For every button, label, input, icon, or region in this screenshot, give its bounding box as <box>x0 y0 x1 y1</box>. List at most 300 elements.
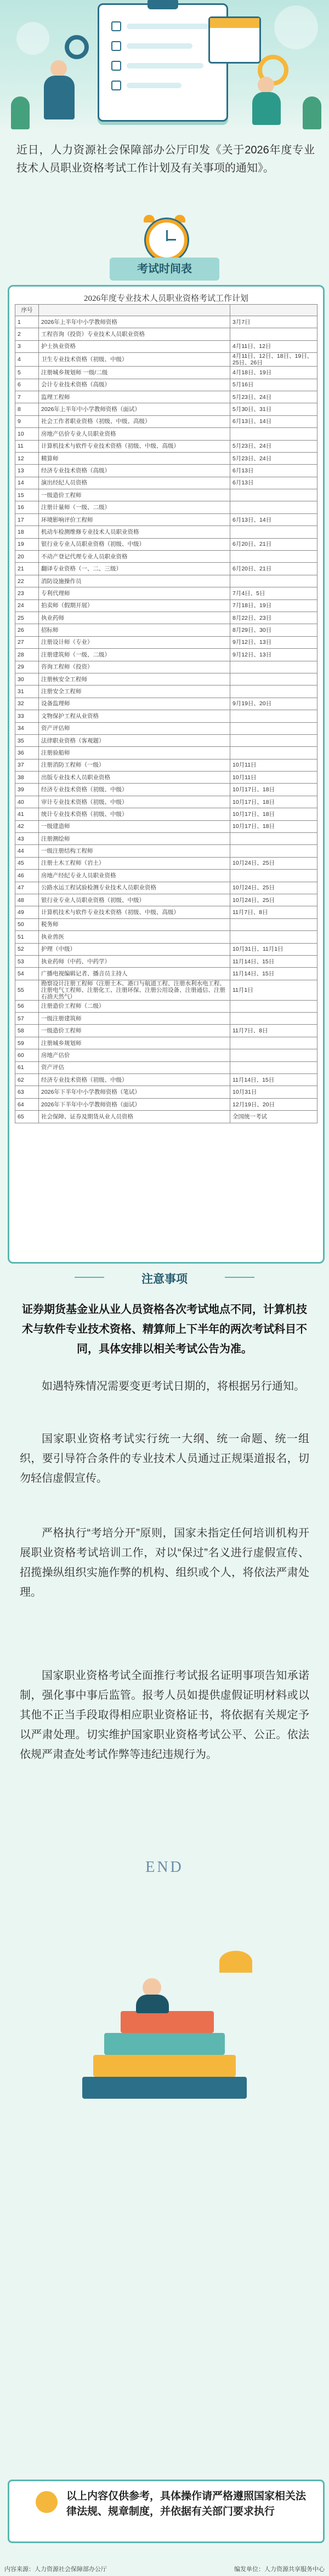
exam-date: 全国统一考试 <box>230 1111 317 1123</box>
exam-date <box>230 501 317 513</box>
table-row <box>15 452 317 464</box>
notes-paragraph: 国家职业资格考试实行统一大纲、统一命题、统一组织，要引导符合条件的专业技术人员通过正规渠道报名，切勿轻信虚假宣传。 <box>20 1433 309 1484</box>
table-row <box>15 1111 317 1123</box>
notes-paragraph: 严格执行“考培分开”原则，国家未指定任何培训机构开展职业资格考试培训工作，对以“保过”名义进行虚假宣传、招揽操纵组织实施作弊的机构、组织或个人，将依法严肃处理。 <box>20 1527 309 1598</box>
exam-name: 拍卖师（假期开展） <box>39 599 230 612</box>
exam-name: 注册计量师（一级、二级） <box>39 501 230 513</box>
table-row <box>15 1086 317 1098</box>
table-row <box>15 772 317 784</box>
row-number: 29 <box>15 661 39 673</box>
table-title: 2026年度专业技术人员职业资格考试工作计划 <box>83 294 248 303</box>
exam-date <box>230 1013 317 1025</box>
table-header-cell <box>39 305 230 316</box>
exam-date <box>230 734 317 746</box>
exam-date <box>230 870 317 882</box>
exam-date: 3月7日 <box>230 316 317 328</box>
table-row <box>15 882 317 894</box>
exam-name: 广播电视编辑记者、播音员主持人 <box>39 968 230 980</box>
exam-date: 5月23日、24日 <box>230 452 317 464</box>
exam-date: 11月1日 <box>230 980 317 1000</box>
exam-date: 9月12日、13日 <box>230 636 317 648</box>
table-row <box>15 599 317 612</box>
row-number: 50 <box>15 918 39 930</box>
end-marker: END <box>145 1859 184 1876</box>
table-row <box>15 636 317 648</box>
person-figure <box>44 76 75 119</box>
exam-date: 4月18日、19日 <box>230 367 317 379</box>
exam-date: 10月31日、11月1日 <box>230 943 317 955</box>
row-number: 57 <box>15 1013 39 1025</box>
exam-date <box>230 661 317 673</box>
table-row <box>15 1061 317 1073</box>
exam-name: 一级造价工程师 <box>39 1025 230 1037</box>
table-row <box>15 513 317 526</box>
row-number: 43 <box>15 833 39 845</box>
credit-line <box>4 2564 325 2573</box>
check-icon <box>111 21 121 31</box>
exam-date: 10月17日、18日 <box>230 784 317 796</box>
table-row <box>15 575 317 587</box>
table-row <box>15 489 317 501</box>
row-number: 2 <box>15 328 39 340</box>
exam-date <box>230 918 317 930</box>
person-head <box>50 60 67 77</box>
row-number: 64 <box>15 1098 39 1110</box>
exam-date: 6月13日 <box>230 477 317 489</box>
exam-date <box>230 833 317 845</box>
exam-date: 10月17日、18日 <box>230 808 317 820</box>
row-number: 35 <box>15 734 39 746</box>
exam-date <box>230 526 317 538</box>
table-row <box>15 673 317 685</box>
row-number: 41 <box>15 808 39 820</box>
table-row <box>15 722 317 734</box>
table-row <box>15 526 317 538</box>
row-number: 14 <box>15 477 39 489</box>
exam-date: 10月24日、25日 <box>230 894 317 906</box>
exam-name: 2026年上半年中小学教师资格 <box>39 316 230 328</box>
row-number: 62 <box>15 1074 39 1086</box>
exam-name: 经济专业技术资格（初级、中级） <box>39 1074 230 1086</box>
row-number: 48 <box>15 894 39 906</box>
exam-name: 税务师 <box>39 918 230 930</box>
decor-circle <box>16 22 49 55</box>
exam-date: 10月11日 <box>230 759 317 771</box>
table-row <box>15 1074 317 1086</box>
row-number: 8 <box>15 403 39 415</box>
row-number: 53 <box>15 955 39 967</box>
exam-name: 卫生专业技术资格（初级、中级） <box>39 353 230 367</box>
exam-date: 8月29日、30日 <box>230 624 317 636</box>
person-head <box>143 1978 161 1997</box>
table-row <box>15 734 317 746</box>
row-number: 59 <box>15 1037 39 1049</box>
notes-paragraph: 国家职业资格考试全面推行考试报名证明事项告知承诺制，强化事中事后监管。报考人员如提供虚假证明材料或以其他不正当手段取得相应职业资格证书，将依据有关规定予以严肃处理。切实维护国家职业资格考试公平、公正。依法依规严肃查处考试作弊等违纪违规行为。 <box>20 1670 309 1761</box>
table-row <box>15 870 317 882</box>
exam-date <box>230 328 317 340</box>
table-row <box>15 428 317 440</box>
exam-name: 注册核安全工程师 <box>39 673 230 685</box>
exam-date: 11月7日、8日 <box>230 1025 317 1037</box>
table-row <box>15 340 317 352</box>
row-number: 30 <box>15 673 39 685</box>
row-number: 7 <box>15 391 39 403</box>
table-row <box>15 563 317 575</box>
exam-date: 7月18日、19日 <box>230 599 317 612</box>
exam-date: 9月19日、20日 <box>230 698 317 710</box>
table-row <box>15 661 317 673</box>
row-number: 5 <box>15 367 39 379</box>
exam-name: 不动产登记代理专业人员职业资格 <box>39 551 230 563</box>
exam-name: 注册建筑师（一级、二级） <box>39 649 230 661</box>
table-row <box>15 477 317 489</box>
exam-date: 6月13日、14日 <box>230 513 317 526</box>
exam-name: 一级注册结构工程师 <box>39 845 230 857</box>
check-icon <box>111 61 121 71</box>
row-number: 47 <box>15 882 39 894</box>
book-shape <box>93 2055 236 2077</box>
book-shape <box>82 2077 247 2099</box>
exam-date <box>230 710 317 722</box>
row-number: 37 <box>15 759 39 771</box>
exam-name: 专利代理师 <box>39 587 230 599</box>
books-illustration <box>71 1918 258 2132</box>
exam-name: 环境影响评价工程师 <box>39 513 230 526</box>
exam-date: 5月16日 <box>230 379 317 391</box>
row-number: 55 <box>15 980 39 1000</box>
row-number: 10 <box>15 428 39 440</box>
row-number: 36 <box>15 747 39 759</box>
table-row <box>15 367 317 379</box>
exam-name: 执业药师（中药、中药学） <box>39 955 230 967</box>
exam-name: 经济专业技术资格（初级、中级） <box>39 784 230 796</box>
exam-name: 2026年下半年中小学教师资格（笔试） <box>39 1086 230 1098</box>
schedule-tab: 考试时间表 <box>110 258 219 281</box>
row-number: 24 <box>15 599 39 612</box>
exam-date <box>230 489 317 501</box>
exam-name: 注册城乡规划师 一级/二级 <box>39 367 230 379</box>
exam-name: 计算机技术与软件专业技术资格（初级、中级、高级） <box>39 440 230 452</box>
exam-name: 咨询工程师（投资） <box>39 661 230 673</box>
exam-name: 监理工程师 <box>39 391 230 403</box>
table-row <box>15 501 317 513</box>
table-row <box>15 784 317 796</box>
exam-name: 护士执业资格 <box>39 340 230 352</box>
exam-date: 10月17日、18日 <box>230 820 317 832</box>
table-row <box>15 710 317 722</box>
table-row <box>15 906 317 918</box>
exam-date <box>230 1049 317 1061</box>
row-number: 27 <box>15 636 39 648</box>
exam-name: 设备监理师 <box>39 698 230 710</box>
row-number: 51 <box>15 931 39 943</box>
exam-name: 一级造价工程师 <box>39 489 230 501</box>
exam-date: 11月14日、15日 <box>230 1074 317 1086</box>
table-row <box>15 440 317 452</box>
table-row <box>15 1098 317 1110</box>
exam-date <box>230 1061 317 1073</box>
hero-illustration <box>0 0 329 132</box>
table-row <box>15 612 317 624</box>
exam-name: 执业药师 <box>39 612 230 624</box>
exam-date: 6月20日、21日 <box>230 563 317 575</box>
intro-paragraph: 近日，人力资源社会保障部办公厅印发《关于2026年度专业技术人员职业资格考试工作计划及有关事项的通知》。 <box>16 144 315 174</box>
notes-paragraph: 如遇特殊情况需要变更考试日期的，将根据另行通知。 <box>42 1380 305 1392</box>
exam-name: 出版专业技术人员职业资格 <box>39 772 230 784</box>
lamp-icon <box>219 1951 252 1973</box>
exam-name: 资产评估师 <box>39 722 230 734</box>
alarm-clock-icon <box>141 214 188 260</box>
table-row <box>15 931 317 943</box>
exam-name: 社会保障、证券及期货从业人员资格 <box>39 1111 230 1123</box>
row-number: 54 <box>15 968 39 980</box>
exam-date: 5月30日、31日 <box>230 403 317 415</box>
table-row <box>15 379 317 391</box>
exam-date: 6月13日、14日 <box>230 415 317 427</box>
exam-date: 4月11日、12日 <box>230 340 317 352</box>
plant-decoration <box>303 96 321 129</box>
disclaimer-text: 以上内容仅供参考，具体操作请严格遵照国家相关法律法规、规章制度，并依据有关部门要求执行 <box>66 2491 307 2517</box>
exam-name: 审计专业技术资格（初级、中级） <box>39 796 230 808</box>
table-row <box>15 980 317 1000</box>
row-number: 22 <box>15 575 39 587</box>
exam-name: 勘察设计注册工程师（注册土木、港口与航道工程、注册水利水电工程、注册电气工程师、注册化工、注册环保、注册公用设备、注册通信、注册石油天然气） <box>39 980 230 1000</box>
table-header-row <box>15 305 317 316</box>
table-row <box>15 845 317 857</box>
table-row <box>15 698 317 710</box>
exam-name: 注册造价工程师（二级） <box>39 1000 230 1012</box>
info-icon <box>36 2491 58 2513</box>
table-row <box>15 759 317 771</box>
exam-date: 11月7日、8日 <box>230 906 317 918</box>
exam-date: 10月11日 <box>230 772 317 784</box>
exam-name: 经济专业技术资格（高级） <box>39 465 230 477</box>
table-row <box>15 968 317 980</box>
table-row <box>15 686 317 698</box>
exam-date: 5月23日、24日 <box>230 391 317 403</box>
exam-name: 资产评估 <box>39 1061 230 1073</box>
table-row <box>15 587 317 599</box>
row-number: 17 <box>15 513 39 526</box>
exam-name: 注册设计师（专业） <box>39 636 230 648</box>
exam-date: 6月13日 <box>230 465 317 477</box>
row-number: 49 <box>15 906 39 918</box>
exam-name: 翻译专业资格（一、二、三级） <box>39 563 230 575</box>
notes-highlight: 证券期货基金业从业人员资格各次考试地点不同，计算机技术与软件专业技术资格、精算师上下半年的两次考试科目不同，具体安排以相关考试公告为准。 <box>22 1304 307 1355</box>
table-row <box>15 316 317 328</box>
row-number: 13 <box>15 465 39 477</box>
table-row <box>15 1000 317 1012</box>
row-number: 56 <box>15 1000 39 1012</box>
table-row <box>15 465 317 477</box>
exam-name: 执业兽医 <box>39 931 230 943</box>
table-row <box>15 955 317 967</box>
exam-date <box>230 1000 317 1012</box>
table-row <box>15 391 317 403</box>
row-number: 28 <box>15 649 39 661</box>
exam-name: 社会工作者职业资格（初级、中级、高级） <box>39 415 230 427</box>
row-number: 60 <box>15 1049 39 1061</box>
exam-name: 会计专业技术资格（高级） <box>39 379 230 391</box>
exam-name: 房地产估价专业人员职业资格 <box>39 428 230 440</box>
exam-date <box>230 551 317 563</box>
table-header-cell: 序号 <box>15 305 39 316</box>
check-icon <box>111 41 121 51</box>
table-row <box>15 1049 317 1061</box>
row-number: 20 <box>15 551 39 563</box>
exam-name: 注册测绘师 <box>39 833 230 845</box>
exam-name: 注册消防工程师（一级） <box>39 759 230 771</box>
row-number: 34 <box>15 722 39 734</box>
exam-name: 机动车检测维修专业技术人员职业资格 <box>39 526 230 538</box>
table-row <box>15 857 317 869</box>
exam-name: 房地产经纪专业人员职业资格 <box>39 870 230 882</box>
exam-name: 演出经纪人员资格 <box>39 477 230 489</box>
table-row <box>15 894 317 906</box>
decor-circle <box>274 5 318 49</box>
row-number: 65 <box>15 1111 39 1123</box>
row-number: 12 <box>15 452 39 464</box>
exam-name: 统计专业技术资格（初级、中级） <box>39 808 230 820</box>
table-row <box>15 649 317 661</box>
table-row <box>15 747 317 759</box>
row-number: 63 <box>15 1086 39 1098</box>
exam-name: 注册安全工程师 <box>39 686 230 698</box>
row-number: 6 <box>15 379 39 391</box>
row-number: 38 <box>15 772 39 784</box>
row-number: 32 <box>15 698 39 710</box>
table-row <box>15 403 317 415</box>
exam-date <box>230 747 317 759</box>
exam-date: 5月23日、24日 <box>230 440 317 452</box>
table-body <box>15 316 317 1123</box>
person-head <box>258 77 274 93</box>
source-credit: 内容来源：人力资源社会保障部办公厅 <box>4 2566 107 2573</box>
gear-icon <box>65 35 89 59</box>
table-row <box>15 918 317 930</box>
table-row <box>15 1013 317 1025</box>
row-number: 18 <box>15 526 39 538</box>
exam-name: 消防设施操作员 <box>39 575 230 587</box>
exam-date <box>230 686 317 698</box>
row-number: 40 <box>15 796 39 808</box>
exam-name: 注册城乡规划师 <box>39 1037 230 1049</box>
table-row <box>15 820 317 832</box>
exam-date: 8月22日、23日 <box>230 612 317 624</box>
exam-name: 注册土木工程师（岩土） <box>39 857 230 869</box>
plant-decoration <box>11 96 30 129</box>
exam-name: 精算师 <box>39 452 230 464</box>
schedule-card <box>8 285 325 1264</box>
row-number: 21 <box>15 563 39 575</box>
table-row <box>15 1037 317 1049</box>
table-row <box>15 415 317 427</box>
exam-date: 7月4日、5日 <box>230 587 317 599</box>
person-figure <box>252 92 281 125</box>
row-number: 44 <box>15 845 39 857</box>
check-icon <box>111 81 121 90</box>
row-number: 3 <box>15 340 39 352</box>
table-row <box>15 1025 317 1037</box>
exam-name: 护理（中级） <box>39 943 230 955</box>
person-figure <box>136 1995 169 2013</box>
row-number: 42 <box>15 820 39 832</box>
exam-date <box>230 575 317 587</box>
exam-date <box>230 428 317 440</box>
row-number: 19 <box>15 538 39 550</box>
exam-date: 4月11日、12日、18日、19日、25日、26日 <box>230 353 317 367</box>
exam-date <box>230 722 317 734</box>
table-row <box>15 808 317 820</box>
table-row <box>15 796 317 808</box>
book-shape <box>121 2011 214 2033</box>
exam-date: 10月17日、18日 <box>230 796 317 808</box>
row-number: 25 <box>15 612 39 624</box>
exam-name: 公路水运工程试验检测专业技术人员职业资格 <box>39 882 230 894</box>
exam-date <box>230 845 317 857</box>
row-number: 46 <box>15 870 39 882</box>
exam-name: 一级建造师 <box>39 820 230 832</box>
table-row <box>15 328 317 340</box>
exam-date <box>230 931 317 943</box>
calendar-icon <box>208 16 261 64</box>
exam-name: 法律职业资格（客观题） <box>39 734 230 746</box>
table-row <box>15 353 317 367</box>
exam-name: 注册验船师 <box>39 747 230 759</box>
row-number: 9 <box>15 415 39 427</box>
exam-date: 11月14日、15日 <box>230 968 317 980</box>
table-row <box>15 538 317 550</box>
clip-icon <box>148 0 178 9</box>
exam-date: 12月19日、20日 <box>230 1098 317 1110</box>
row-number: 15 <box>15 489 39 501</box>
row-number: 45 <box>15 857 39 869</box>
exam-date: 10月31日 <box>230 1086 317 1098</box>
row-number: 4 <box>15 353 39 367</box>
row-number: 39 <box>15 784 39 796</box>
exam-date <box>230 673 317 685</box>
exam-name: 一级注册建筑师 <box>39 1013 230 1025</box>
table-row <box>15 551 317 563</box>
exam-name: 招标师 <box>39 624 230 636</box>
table-header-cell <box>230 305 317 316</box>
exam-name: 文物保护工程从业资格 <box>39 710 230 722</box>
exam-name: 2026年上半年中小学教师资格（面试） <box>39 403 230 415</box>
row-number: 1 <box>15 316 39 328</box>
publisher-credit: 编发单位：人力资源共享服务中心 <box>234 2566 325 2573</box>
exam-name: 房地产估价 <box>39 1049 230 1061</box>
table-row <box>15 833 317 845</box>
row-number: 26 <box>15 624 39 636</box>
exam-date: 9月12日、13日 <box>230 649 317 661</box>
row-number: 58 <box>15 1025 39 1037</box>
disclaimer-box <box>8 2480 325 2543</box>
notes-title: 注意事项 <box>110 1270 219 1287</box>
exam-name: 银行业专业人员职业资格（初级、中级） <box>39 538 230 550</box>
schedule-table <box>15 304 317 1123</box>
exam-date <box>230 1037 317 1049</box>
row-number: 52 <box>15 943 39 955</box>
table-row <box>15 943 317 955</box>
exam-date: 6月20日、21日 <box>230 538 317 550</box>
exam-date: 11月14日、15日 <box>230 955 317 967</box>
row-number: 61 <box>15 1061 39 1073</box>
row-number: 31 <box>15 686 39 698</box>
table-row <box>15 624 317 636</box>
exam-date: 10月24日、25日 <box>230 857 317 869</box>
exam-name: 计算机技术与软件专业技术资格（初级、中级、高级） <box>39 906 230 918</box>
row-number: 23 <box>15 587 39 599</box>
